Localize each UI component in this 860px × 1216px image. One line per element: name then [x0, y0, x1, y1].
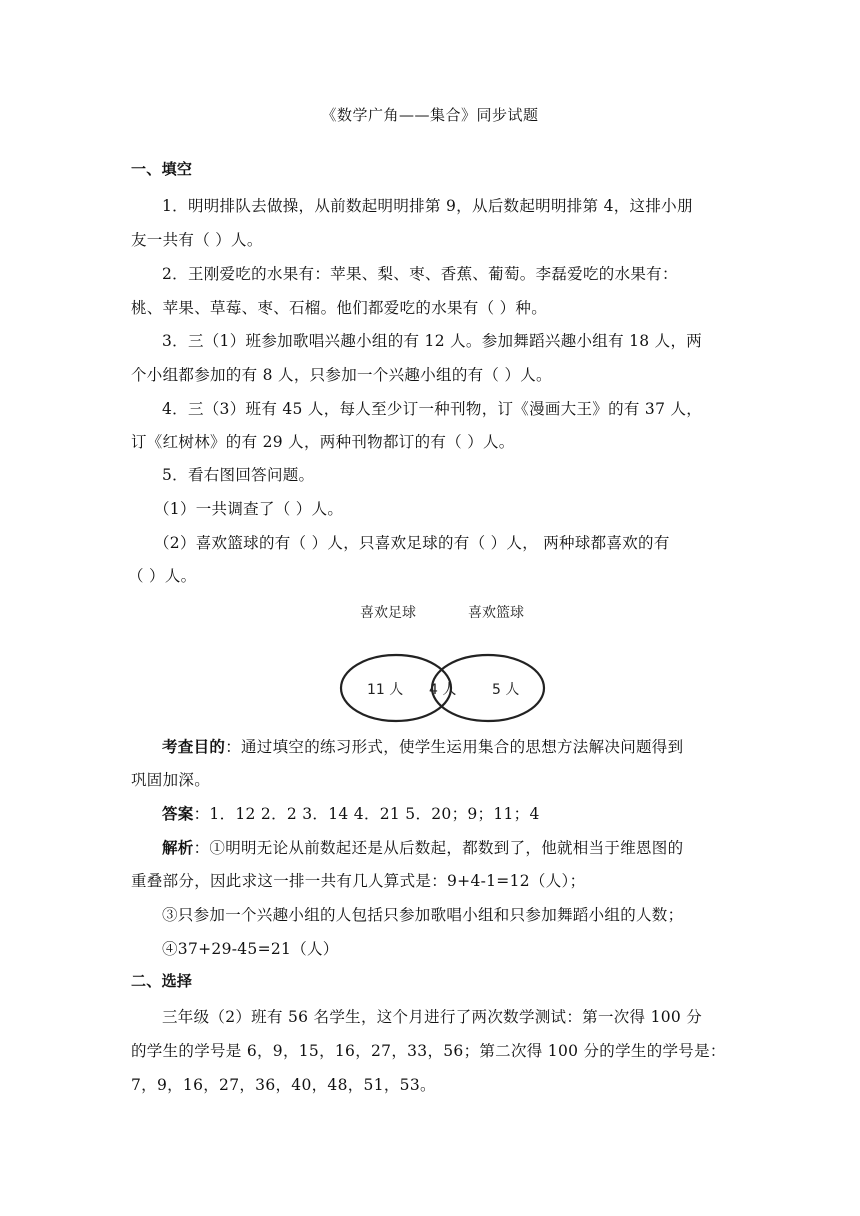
answer-text: ：1．12 2．2 3．14 4．21 5．20；9；11；4 [193, 805, 540, 823]
analysis-line-2: 重叠部分，因此求这一排一共有几人算式是：9+4-1=12（人）； [131, 872, 586, 890]
analysis-label: 解析 [162, 839, 194, 857]
venn-region-football-only: 11 人 [367, 682, 404, 698]
question-5: 5．看右图回答问题。 [162, 466, 315, 484]
purpose-text: ：通过填空的练习形式，使学生运用集合的思想方法解决问题得到 [225, 738, 684, 756]
purpose-line-2: 巩固加深。 [131, 771, 211, 789]
question-4-line-1: 4．三（3）班有 45 人，每人至少订一种刊物，订《漫画大王》的有 37 人， [162, 400, 703, 418]
document-title: 《数学广角——集合》同步试题 [321, 106, 539, 124]
question-2-line-1: 2．王刚爱吃的水果有：苹果、梨、枣、香蕉、葡萄。李磊爱吃的水果有： [162, 265, 678, 283]
question-5-sub-2-line-2: （ ）人。 [128, 567, 197, 585]
question-4-line-2: 订《红树林》的有 29 人，两种刊物都订的有（ ）人。 [131, 433, 515, 451]
answer-line [162, 802, 540, 824]
venn-diagram [330, 598, 560, 723]
section-heading-choice: 二、选择 [131, 972, 193, 990]
venn-label-football: 喜欢足球 [360, 605, 416, 621]
question-3-line-1: 3．三（1）班参加歌唱兴趣小组的有 12 人。参加舞蹈兴趣小组有 18 人，两 [162, 332, 703, 350]
choice-paragraph-line-1: 三年级（2）班有 56 名学生，这个月进行了两次数学测试：第一次得 100 分 [162, 1008, 703, 1026]
question-5-sub-1: （1）一共调查了（ ）人。 [154, 500, 344, 518]
choice-paragraph-line-3: 7，9，16，27，36，40，48，51，53。 [131, 1076, 436, 1094]
analysis-line-4: ④37+29-45=21（人） [162, 940, 339, 958]
question-3-line-2: 个小组都参加的有 8 人，只参加一个兴趣小组的有（ ）人。 [131, 366, 552, 384]
purpose-line-1 [162, 735, 683, 757]
venn-region-basketball-only: 5 人 [492, 682, 520, 698]
analysis-line-1 [162, 836, 683, 858]
answer-label: 答案 [162, 805, 194, 823]
question-5-sub-2-line-1: （2）喜欢篮球的有（ ）人，只喜欢足球的有（ ）人， 两种球都喜欢的有 [154, 534, 670, 552]
question-1-line-1: 1．明明排队去做操，从前数起明明排第 9，从后数起明明排第 4，这排小朋 [162, 197, 693, 215]
choice-paragraph-line-2: 的学生的学号是 6，9，15，16，27，33，56；第二次得 100 分的学生的学号是： [131, 1042, 726, 1060]
analysis-text: ：①明明无论从前数起还是从后数起，都数到了，他就相当于维恩图的 [193, 839, 684, 857]
question-1-line-2: 友一共有（ ）人。 [131, 231, 263, 249]
venn-label-basketball: 喜欢篮球 [468, 605, 524, 621]
purpose-label: 考查目的 [162, 738, 226, 756]
question-2-line-2: 桃、苹果、草莓、枣、石榴。他们都爱吃的水果有（ ）种。 [131, 299, 548, 317]
venn-region-both: 4 人 [429, 682, 457, 698]
section-heading-fill-blank: 一、填空 [131, 160, 193, 178]
analysis-line-3: ③只参加一个兴趣小组的人包括只参加歌唱小组和只参加舞蹈小组的人数； [162, 906, 684, 924]
